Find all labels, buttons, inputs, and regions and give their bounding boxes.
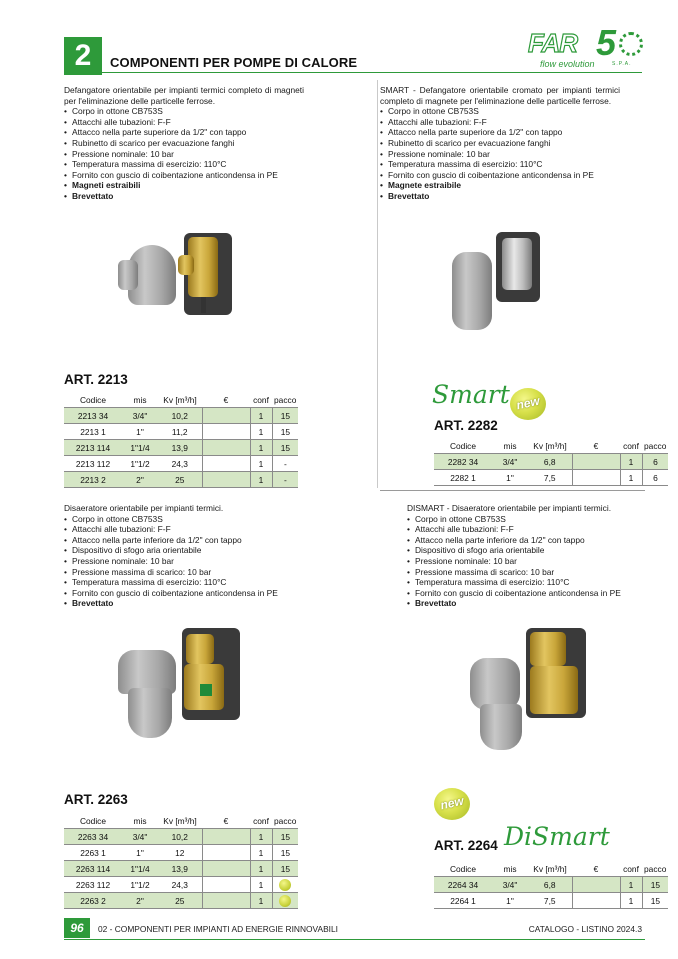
feature-list (64, 514, 314, 609)
table-cell: 7,5 (528, 470, 572, 486)
feature-item: • Brevettato (64, 598, 314, 609)
table-cell: 1 (250, 440, 272, 456)
logo-subtitle: flow evolution (540, 59, 595, 69)
price-table (64, 813, 298, 909)
table-cell: 2213 34 (64, 408, 122, 424)
chapter-number: 2 (64, 37, 102, 75)
column-header: conf (253, 394, 269, 405)
feature-item: • Attacchi alle tubazioni: F-F (380, 117, 620, 128)
feature-item: • Temperatura massima di esercizio: 110°C (64, 577, 314, 588)
table-cell: 1 (250, 893, 272, 909)
product-intro: SMART - Defangatore orientabile cromato per impianti termici completo di magnete per l'eliminazione delle particelle ferrose. (380, 85, 620, 106)
column-header: pacco (644, 863, 667, 874)
table-cell: 1" (492, 470, 528, 486)
table-cell: 6 (642, 470, 668, 486)
table-cell: 10,2 (158, 829, 202, 845)
table-row (64, 861, 298, 877)
feature-item: • Magnete estraibile (380, 180, 620, 191)
table-cell (202, 472, 250, 488)
price-table (434, 438, 668, 486)
table-row (64, 845, 298, 861)
feature-list (407, 514, 647, 609)
table-cell: 1 (250, 472, 272, 488)
new-dot-icon (279, 895, 291, 907)
insulation-shell (470, 658, 520, 710)
feature-item: • Corpo in ottone CB753S (64, 514, 314, 525)
article-title: ART. 2263 (64, 792, 128, 807)
feature-item: • Attacco nella parte superiore da 1/2" con tappo (64, 127, 304, 138)
column-header: Kv [m³/h] (533, 440, 567, 451)
table-cell: 10,2 (158, 408, 202, 424)
logo-wordmark: FAR (528, 28, 577, 58)
table-cell: - (272, 472, 298, 488)
table-cell: 2" (122, 893, 158, 909)
header-divider (102, 72, 642, 73)
logo-fifty-numeral: 5 (596, 22, 617, 63)
feature-item: • Pressione nominale: 10 bar (380, 149, 620, 160)
column-header: mis (133, 815, 147, 826)
column-header: pacco (274, 815, 297, 826)
article-title: ART. 2282 (434, 418, 498, 433)
table-cell (572, 470, 620, 486)
new-badge-label: new (515, 393, 541, 413)
table-cell: 2213 112 (64, 456, 122, 472)
table-cell (202, 861, 250, 877)
section-divider (380, 490, 645, 491)
product-description (407, 503, 647, 609)
table-cell: 2213 114 (64, 440, 122, 456)
product-intro: DISMART - Disaeratore orientabile per impianti termici. (407, 503, 612, 513)
column-header: € (223, 394, 229, 405)
column-header: € (593, 440, 599, 451)
table-row (64, 829, 298, 845)
column-header: € (223, 815, 229, 826)
table-cell: 1 (250, 877, 272, 893)
label-sticker (200, 684, 212, 696)
column-header: Codice (449, 440, 477, 451)
new-dot-icon (279, 879, 291, 891)
feature-item: • Attacchi alle tubazioni: F-F (407, 524, 647, 535)
product-image-2263 (118, 628, 248, 743)
feature-item: • Attacchi alle tubazioni: F-F (64, 117, 304, 128)
table-cell (202, 440, 250, 456)
feature-item: • Magneti estraibili (64, 180, 304, 191)
brand-script-smart: Smart (432, 380, 510, 409)
table-cell: 11,2 (158, 424, 202, 440)
product-image-2213 (118, 225, 238, 325)
drain-valve (201, 297, 206, 313)
insulation-elbow (480, 704, 522, 750)
air-vent (530, 632, 566, 666)
column-header: mis (133, 394, 147, 405)
table-cell: 1"1/4 (122, 440, 158, 456)
table-cell: 2213 2 (64, 472, 122, 488)
table-cell: 6 (642, 454, 668, 470)
column-header: mis (503, 440, 517, 451)
table-cell: 15 (642, 893, 668, 909)
price-table (434, 861, 668, 909)
feature-item: • Dispositivo di sfogo aria orientabile (407, 545, 647, 556)
table-header-row (64, 392, 298, 408)
table-cell: 1" (492, 893, 528, 909)
product-image-2264 (470, 628, 600, 753)
insulation-port (118, 260, 138, 290)
table-row (64, 456, 298, 472)
table-cell: 1"1/4 (122, 861, 158, 877)
table-cell: 1 (250, 829, 272, 845)
table-cell: 1"1/2 (122, 877, 158, 893)
table-cell: 3/4" (492, 454, 528, 470)
table-cell (202, 424, 250, 440)
table-cell (202, 845, 250, 861)
table-row (64, 472, 298, 488)
feature-item: • Temperatura massima di esercizio: 110°C (407, 577, 647, 588)
feature-item: • Fornito con guscio di coibentazione anticondensa in PE (407, 588, 647, 599)
table-cell: 2263 34 (64, 829, 122, 845)
table-cell (202, 456, 250, 472)
table-cell: 3/4" (492, 877, 528, 893)
table-cell (202, 829, 250, 845)
feature-item: • Corpo in ottone CB753S (64, 106, 304, 117)
column-header: conf (253, 815, 269, 826)
feature-list (64, 106, 304, 201)
table-cell: 7,5 (528, 893, 572, 909)
page-title: COMPONENTI PER POMPE DI CALORE (110, 55, 358, 70)
column-header: Codice (79, 815, 107, 826)
chrome-body (502, 238, 532, 290)
table-cell: 2263 114 (64, 861, 122, 877)
table-cell: 2263 1 (64, 845, 122, 861)
feature-item: • Brevettato (64, 191, 304, 202)
table-cell: 1"1/2 (122, 456, 158, 472)
table-cell: - (272, 456, 298, 472)
table-cell: 1 (250, 456, 272, 472)
table-row (434, 470, 668, 486)
table-cell: 15 (272, 440, 298, 456)
table-cell: 1 (250, 845, 272, 861)
article-title: ART. 2213 (64, 372, 128, 387)
table-header-row (64, 813, 298, 829)
table-row (64, 424, 298, 440)
insulation-shell (452, 252, 492, 330)
feature-item: • Pressione massima di scarico: 10 bar (407, 567, 647, 578)
table-cell: 1 (620, 877, 642, 893)
column-header: Kv [m³/h] (533, 863, 567, 874)
table-cell: 2282 1 (434, 470, 492, 486)
article-title: ART. 2264 (434, 838, 498, 853)
table-cell: 1 (250, 424, 272, 440)
table-cell: 25 (158, 472, 202, 488)
table-header-row (434, 438, 668, 454)
table-cell: 15 (272, 829, 298, 845)
table-cell: 13,9 (158, 861, 202, 877)
feature-item: • Attacco nella parte superiore da 1/2" con tappo (380, 127, 620, 138)
table-cell: 13,9 (158, 440, 202, 456)
table-cell: 24,3 (158, 456, 202, 472)
table-cell: 15 (272, 861, 298, 877)
feature-item: • Temperatura massima di esercizio: 110°C (64, 159, 304, 170)
footer-divider (64, 939, 645, 940)
far-logo (528, 22, 648, 72)
table-cell: 15 (272, 424, 298, 440)
product-intro: Disaeratore orientabile per impianti termici. (64, 503, 224, 513)
column-divider (377, 80, 378, 488)
table-cell: 25 (158, 893, 202, 909)
feature-item: • Fornito con guscio di coibentazione anticondensa in PE (64, 588, 314, 599)
table-cell: 12 (158, 845, 202, 861)
table-cell: 2" (122, 472, 158, 488)
column-header: conf (623, 440, 639, 451)
table-cell: 2264 1 (434, 893, 492, 909)
table-row (64, 440, 298, 456)
table-cell: 15 (272, 845, 298, 861)
brass-body (530, 666, 578, 714)
feature-item: • Dispositivo di sfogo aria orientabile (64, 545, 314, 556)
table-cell: 1" (122, 845, 158, 861)
feature-item: • Fornito con guscio di coibentazione anticondensa in PE (380, 170, 620, 181)
new-badge-label: new (439, 793, 465, 813)
feature-item: • Fornito con guscio di coibentazione anticondensa in PE (64, 170, 304, 181)
feature-item: • Corpo in ottone CB753S (380, 106, 620, 117)
column-header: Codice (79, 394, 107, 405)
feature-item: • Rubinetto di scarico per evacuazione fanghi (380, 138, 620, 149)
table-cell: 15 (642, 877, 668, 893)
column-header: Kv [m³/h] (163, 394, 197, 405)
page-number: 96 (64, 918, 90, 938)
table-row (64, 408, 298, 424)
table-row (434, 454, 668, 470)
product-description (64, 503, 314, 609)
table-row (64, 877, 298, 893)
column-header: pacco (274, 394, 297, 405)
table-cell: 1 (250, 861, 272, 877)
logo-tagline: S.P.A. (612, 61, 632, 67)
new-badge (434, 788, 470, 820)
table-cell: 2264 34 (434, 877, 492, 893)
product-image-2282 (452, 232, 552, 332)
table-cell: 15 (272, 408, 298, 424)
table-cell: 1 (620, 470, 642, 486)
feature-item: • Pressione nominale: 10 bar (64, 149, 304, 160)
table-cell (572, 454, 620, 470)
table-cell: 3/4" (122, 408, 158, 424)
footer-catalog: CATALOGO - LISTINO 2024.3 (528, 924, 642, 934)
table-cell: 6,8 (528, 454, 572, 470)
table-cell (202, 408, 250, 424)
table-cell: 1" (122, 424, 158, 440)
column-header: conf (623, 863, 639, 874)
table-cell: 1 (250, 408, 272, 424)
column-header: pacco (644, 440, 667, 451)
feature-item: • Pressione nominale: 10 bar (64, 556, 314, 567)
feature-item: • Rubinetto di scarico per evacuazione fanghi (64, 138, 304, 149)
table-cell (202, 893, 250, 909)
table-cell (572, 877, 620, 893)
feature-item: • Brevettato (407, 598, 647, 609)
feature-list (380, 106, 620, 201)
table-row (64, 893, 298, 909)
feature-item: • Corpo in ottone CB753S (407, 514, 647, 525)
table-cell: 2282 34 (434, 454, 492, 470)
gear-icon (619, 32, 643, 56)
product-description (380, 85, 620, 202)
table-row (434, 877, 668, 893)
brand-script-dismart: DiSmart (504, 822, 610, 851)
table-cell: 2213 1 (64, 424, 122, 440)
feature-item: • Attacco nella parte inferiore da 1/2" con tappo (64, 535, 314, 546)
air-vent (186, 634, 214, 664)
feature-item: • Temperatura massima di esercizio: 110°C (380, 159, 620, 170)
table-cell: 3/4" (122, 829, 158, 845)
feature-item: • Attacchi alle tubazioni: F-F (64, 524, 314, 535)
feature-item: • Attacco nella parte inferiore da 1/2" con tappo (407, 535, 647, 546)
product-intro: Defangatore orientabile per impianti termici completo di magneti per l'eliminazione delle particelle ferrose. (64, 85, 304, 106)
column-header: Codice (449, 863, 477, 874)
brass-connector (178, 255, 194, 275)
insulation-elbow (128, 688, 172, 738)
footer-section: 02 - COMPONENTI PER IMPIANTI AD ENERGIE RINNOVABILI (98, 924, 338, 934)
feature-item: • Pressione massima di scarico: 10 bar (64, 567, 314, 578)
feature-item: • Pressione nominale: 10 bar (407, 556, 647, 567)
table-cell: 24,3 (158, 877, 202, 893)
table-cell: 2263 2 (64, 893, 122, 909)
table-row (434, 893, 668, 909)
table-cell: 1 (620, 454, 642, 470)
table-cell: 6,8 (528, 877, 572, 893)
column-header: € (593, 863, 599, 874)
table-cell: 2263 112 (64, 877, 122, 893)
table-header-row (434, 861, 668, 877)
column-header: Kv [m³/h] (163, 815, 197, 826)
table-cell (202, 877, 250, 893)
table-cell (572, 893, 620, 909)
table-cell: 1 (620, 893, 642, 909)
price-table (64, 392, 298, 488)
product-description (64, 85, 304, 202)
feature-item: • Brevettato (380, 191, 620, 202)
new-badge (510, 388, 546, 420)
column-header: mis (503, 863, 517, 874)
